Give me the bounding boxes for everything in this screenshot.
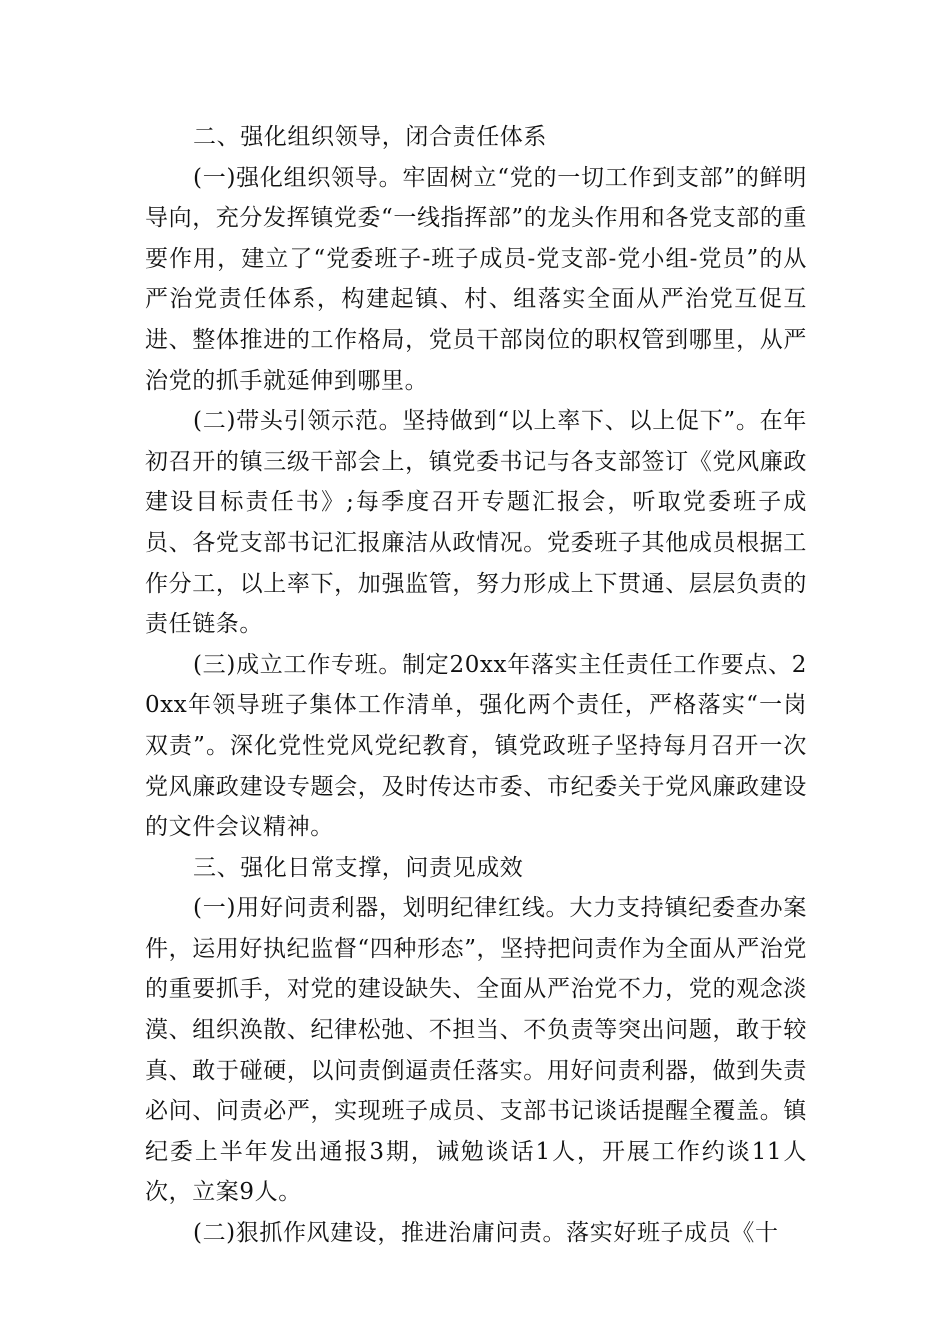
document-body	[145, 117, 807, 1254]
section-heading: 二、强化组织领导，闭合责任体系	[193, 124, 547, 150]
paragraph: (一)用好问责利器，划明纪律红线。大力支持镇纪委查办案件，运用好执纪监督“四种形态”，坚持把问责作为全面从严治党的重要抓手，对党的建设缺失、全面从严治党不力，党的观念淡漠、组织涣散、纪律松弛、不担当、不负责等突出问题，敢于较真、敢于碰硬，以问责倒逼责任落实。用好问责利器，做到失责必问、问责必严，实现班子成员、支部书记谈话提醒全覆盖。镇纪委上半年发出通报3期，诫勉谈话1人，开展工作约谈11人次，立案9人。	[145, 895, 807, 1206]
paragraph: (二)狠抓作风建设，推进治庸问责。落实好班子成员《十	[193, 1220, 779, 1247]
paragraph: (三)成立工作专班。制定20xx年落实主任责任工作要点、20xx年领导班子集体工作清单，强化两个责任，严格落实“一岗双责”。深化党性党风党纪教育，镇党政班子坚持每月召开一次党风廉政建设专题会，及时传达市委、市纪委关于党风廉政建设的文件会议精神。	[145, 651, 807, 841]
paragraph: (二)带头引领示范。坚持做到“以上率下、以上促下”。在年初召开的镇三级干部会上，镇党委书记与各支部签订《党风廉政建设目标责任书》;每季度召开专题汇报会，听取党委班子成员、各党支部书记汇报廉洁从政情况。党委班子其他成员根据工作分工，以上率下，加强监管，努力形成上下贯通、层层负责的责任链条。	[145, 408, 807, 638]
section-heading: 三、强化日常支撑，问责见成效	[193, 854, 524, 881]
paragraph: (一)强化组织领导。牢固树立“党的一切工作到支部”的鲜明导向，充分发挥镇党委“一线指挥部”的龙头作用和各党支部的重要作用，建立了“党委班子-班子成员-党支部-党小组-党员”的从严治党责任体系，构建起镇、村、组落实全面从严治党互促互进、整体推进的工作格局，党员干部岗位的职权管到哪里，从严治党的抓手就延伸到哪里。	[145, 164, 807, 394]
